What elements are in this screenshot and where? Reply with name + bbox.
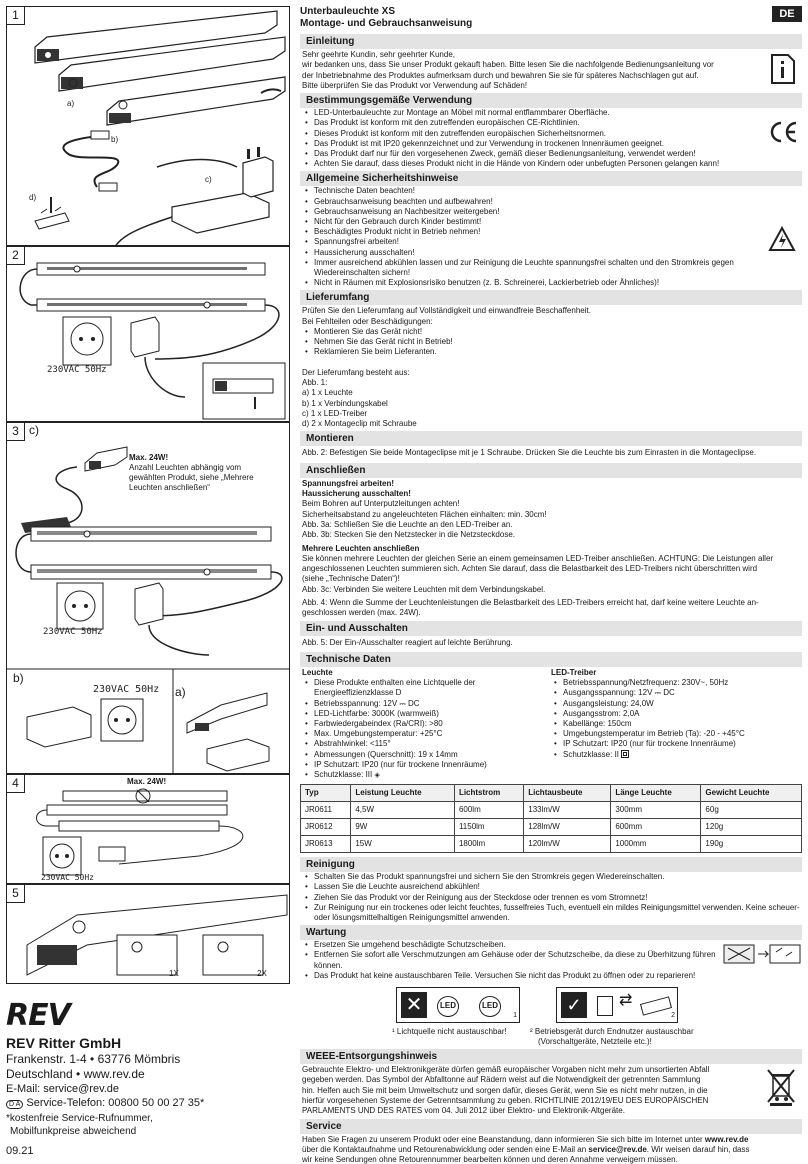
no-replace-icon: ✕	[401, 992, 427, 1018]
text-line: Abb. 3a: Schließen Sie die Leuchte an den LED-Treiber an.	[302, 519, 513, 529]
table-row	[301, 819, 802, 836]
caption-2b: (Vorschaltgeräte, Netzteile etc.)!	[538, 1037, 652, 1047]
text-line: Abb. 4: Wenn die Summe der Leuchtenleistungen die Belastbarkeit des LED-Treibers erreicht hat, darf keine weitere Leuchte an-	[302, 597, 759, 607]
list-item: • Das Produkt ist mit IP20 gekennzeichnet und zur Verwendung in trockenen Innenräumen geeignet.	[302, 139, 802, 149]
tap-twice: 2X	[257, 969, 267, 978]
table-cell: Länge Leuchte	[611, 785, 701, 802]
footnote-2: Mobilfunkpreise abweichend	[10, 1126, 137, 1137]
text-line: gegeben werden. Das Symbol der Abfalltonne auf Rädern weist auf die Notwendigkeit der getrennten Sammlung	[302, 1075, 701, 1085]
email: E-Mail: service@rev.de	[6, 1083, 120, 1095]
list-item: • Zur Reinigung nur ein trockenes oder leicht feuchtes, fusselfreies Tuch, eventuell ein mildes Reinigungsmittel verwenden. Keine scheuer- oder lösungsmittelhaltigen Reinigungsmittel anwenden.	[302, 903, 802, 923]
label-b: b)	[111, 135, 119, 144]
replace-ok-icon: ✓	[561, 992, 587, 1018]
list-item: • Achten Sie darauf, dass dieses Produkt nicht in die Hände von Kindern oder unbefugten Personen gelangen kann!	[302, 159, 802, 169]
figure-5	[6, 884, 290, 984]
list-item: • Diese Produkte enthalten eine Lichtquelle der Energieeffizienzklasse D	[302, 678, 551, 698]
section-einleitung	[300, 49, 802, 91]
text-line: Bitte überprüfen Sie das Produkt vor Verwendung auf Schäden!	[302, 80, 528, 90]
footnote-1: *kostenfreie Service-Rufnummer,	[6, 1113, 153, 1124]
list-item: • Gebrauchsanweisung an Nachbesitzer weitergeben!	[302, 207, 772, 217]
list-item: • Farbwiedergabeindex (Ra/CRI): >80	[302, 719, 551, 729]
max-load-drawing	[7, 775, 290, 884]
figure-1	[6, 6, 290, 246]
list-item: • Lassen Sie die Leuchte ausreichend abkühlen!	[302, 882, 802, 892]
table-cell: 190g	[701, 836, 802, 853]
figure-number: 4	[7, 775, 25, 793]
table-cell: Leistung Leuchte	[351, 785, 455, 802]
list-item: • Haussicherung ausschalten!	[302, 248, 772, 258]
text-line: Haussicherung ausschalten!	[302, 489, 411, 499]
light-source-icon-box	[396, 987, 520, 1023]
ce-mark-icon	[768, 120, 798, 144]
list-item: • Schalten Sie das Produkt spannungsfrei und sichern Sie den Stromkreis gegen Wiedereinschalten.	[302, 872, 802, 882]
section-technik	[300, 667, 802, 781]
figure-number: 1	[7, 7, 25, 25]
address-street: Frankenstr. 1-4 • 63776 Mömbris	[6, 1052, 181, 1066]
protection-class-iii-icon: ◈	[374, 772, 380, 779]
service-line-3: wir keine Sendungen ohne Retourennummer bearbeiten können und deren Annahme verweigern müssen.	[302, 1155, 678, 1164]
table-cell: 128lm/W	[524, 819, 611, 836]
list-item: • Abmessungen (Querschnitt): 19 x 14mm	[302, 750, 551, 760]
list-item: • Betriebsspannung: 12V ⎓ DC	[302, 699, 551, 709]
table-cell: 120g	[701, 819, 802, 836]
driver-icon-box	[556, 987, 678, 1023]
text-line: c) 1 x LED-Treiber	[302, 408, 368, 418]
rev-logo: REV	[6, 998, 70, 1033]
list-item: • Das Produkt darf nur für den vorgesehenen Zweck, gemäß dieser Bedienungsanleitung, verwendet werden!	[302, 149, 802, 159]
table-cell: 9W	[351, 819, 455, 836]
list-item: • Dieses Produkt ist konform mit den zutreffenden europäischen Sicherheitsnormen.	[302, 129, 802, 139]
text-line: hierfür vorgesehenen Systeme der Getrenntsammlung zu geben. RICHTLINIE 2012/19/EU DES EUROPÄISCHEN	[302, 1095, 709, 1105]
text-line: Gebrauchte Elektro- und Elektronikgeräte dürfen gemäß europäischer Vorgaben nicht mehr zum unsortierten Abfall	[302, 1065, 710, 1075]
section-anschliessen-title: Anschließen	[300, 463, 802, 478]
list-item: • Das Produkt hat keine austauschbaren Teile. Versuchen Sie nicht das Produkt zu öffnen oder zu reparieren!	[302, 971, 802, 981]
section-einaus-title: Ein- und Ausschalten	[300, 621, 802, 636]
exchange-icon: ⇄	[619, 992, 633, 1010]
list-item: • Abstrahlwinkel: <115°	[302, 739, 551, 749]
figure-number: 3	[7, 423, 25, 441]
text-line: Bei Fehlteilen oder Beschädigungen:	[302, 316, 433, 326]
class-ii: Schutzklasse: II	[563, 749, 620, 759]
section-lieferumfang	[300, 305, 802, 429]
text-line: Abb. 3b: Stecken Sie den Netzstecker in die Netzsteckdose.	[302, 530, 516, 540]
list-item: • Beschädigtes Produkt nicht in Betrieb nehmen!	[302, 227, 772, 237]
table-cell: 15W	[351, 836, 455, 853]
list-item: • Ausgangsstrom: 2,0A	[551, 709, 800, 719]
section-weee	[300, 1064, 802, 1116]
list-item: • Umgebungstemperatur im Betrieb (Ta): -20 - +45°C	[551, 729, 800, 739]
table-cell: Gewicht Leuchte	[701, 785, 802, 802]
led-icon-2: LED	[479, 996, 501, 1017]
language-badge: DE	[772, 6, 802, 22]
text-line: (siehe „Technische Daten“)!	[302, 574, 400, 584]
footnote-marker-1: 1	[513, 1011, 517, 1019]
section-sicherheit-title: Allgemeine Sicherheitshinweise	[300, 171, 802, 186]
section-wartung	[300, 940, 802, 1047]
table-cell: 1150lm	[454, 819, 523, 836]
list-item: • Gebrauchsanweisung beachten und aufbewahren!	[302, 197, 772, 207]
list-item	[302, 770, 551, 781]
product-title: Unterbauleuchte XS	[300, 6, 396, 17]
table-cell: Lichtstrom	[454, 785, 523, 802]
replaceability-icons	[300, 985, 802, 1047]
leuchte-title: Leuchte	[302, 667, 333, 677]
email-link[interactable]: service@rev.de	[588, 1144, 647, 1154]
table-cell: 300mm	[611, 802, 701, 819]
caption-2a: ² Betriebsgerät durch Endnutzer austauschbar	[530, 1027, 694, 1037]
section-lieferumfang-title: Lieferumfang	[300, 290, 802, 305]
label-c: c)	[205, 175, 212, 184]
figure-3	[6, 422, 290, 774]
list-item: • LED-Unterbauleuchte zur Montage an Möbel mit normal entflammbarer Oberfläche.	[302, 108, 802, 118]
list-item	[551, 750, 800, 760]
version-date: 09.21	[6, 1145, 34, 1157]
text-line: geschlossen werden (max. 24W).	[302, 608, 421, 618]
section-sicherheit	[300, 186, 802, 288]
lamp-count-note: Anzahl Leuchten abhängig vom gewählten Produkt, siehe „Mehrere Leuchten anschließen“	[129, 463, 254, 492]
weee-bin-icon	[766, 1068, 796, 1106]
text-line: Prüfen Sie den Lieferumfang auf Vollständigkeit und einwandfreie Beschaffenheit.	[302, 306, 591, 316]
illustration-column	[6, 6, 290, 1156]
list-item: • Ausgangsspannung: 12V ⎓ DC	[551, 688, 800, 698]
led-icon-1: LED	[437, 996, 459, 1017]
section-bestimmung	[300, 108, 802, 169]
text-line: Mehrere Leuchten anschließen	[302, 543, 420, 553]
label-d: d)	[29, 193, 37, 202]
brand-block	[6, 1000, 290, 1158]
section-montieren: Abb. 2: Befestigen Sie beide Montageclipse mit je 1 Schraube. Drücken Sie die Leuchte bis zum Einrasten in die Montageclipse.	[302, 448, 757, 458]
table-cell: 600mm	[611, 819, 701, 836]
list-item: • Spannungsfrei arbeiten!	[302, 237, 772, 247]
section-technik-title: Technische Daten	[300, 652, 802, 667]
list-item: • IP Schutzart: IP20 (nur für trockene Innenräume)	[551, 739, 800, 749]
service-line-1	[302, 1135, 800, 1145]
protection-class-ii-icon	[621, 750, 629, 758]
text-line: Beim Bohren auf Unterputzleitungen achten!	[302, 499, 460, 509]
table-row	[301, 802, 802, 819]
table-cell: 1800lm	[454, 836, 523, 853]
list-item: • Reklamieren Sie beim Lieferanten.	[302, 347, 800, 357]
header	[300, 6, 802, 32]
list-item: • Nehmen Sie das Gerät nicht in Betrieb!	[302, 337, 800, 347]
phone-text: Service-Telefon: 00800 50 00 27 35*	[26, 1097, 205, 1109]
list-item: • Nicht in Räumen mit Explosionsrisiko benutzen (z. B. Schreinerei, Lackierbetrieb oder Ähnliches)!	[302, 278, 772, 288]
footnote-marker-2: 2	[671, 1011, 675, 1019]
text-line: Abb. 1:	[302, 377, 328, 387]
section-einleitung-title: Einleitung	[300, 34, 802, 49]
list-item: • Nicht für den Gebrauch durch Kinder bestimmt!	[302, 217, 772, 227]
high-voltage-warning-icon	[768, 226, 796, 252]
figure-2	[6, 246, 290, 422]
list-item: • IP Schutzart: IP20 (nur für trockene Innenräume)	[302, 760, 551, 770]
driver-icon	[597, 996, 613, 1016]
manual-text-column	[300, 6, 802, 1164]
text: über die Kontaktaufnahme und Retourenabwicklung oder senden eine E-Mail an	[302, 1144, 589, 1154]
list-item: • Ersetzen Sie umgehend beschädigte Schutzscheiben.	[302, 940, 722, 950]
list-item: • Ausgangsleistung: 24,0W	[551, 699, 800, 709]
text: Haben Sie Fragen zu unserem Produkt oder eine Beanstandung, dann informieren Sie sich bitte im Internet unter	[302, 1134, 705, 1144]
tap-once: 1X	[169, 969, 179, 978]
figure-number: 2	[7, 247, 25, 265]
list-item: • Betriebsspannung/Netzfrequenz: 230V~, 50Hz	[551, 678, 800, 688]
list-item: • LED-Lichtfarbe: 3000K (warmweiß)	[302, 709, 551, 719]
section-reinigung-title: Reinigung	[300, 857, 802, 872]
section-einaus: Abb. 5: Der Ein-/Ausschalter reagiert auf leichte Berührung.	[302, 637, 513, 647]
class-iii: Schutzklasse: III	[314, 770, 373, 779]
address-country: Deutschland • www.rev.de	[6, 1067, 145, 1081]
connection-drawing	[7, 423, 290, 774]
table-header-row	[301, 785, 802, 802]
service-line-2	[302, 1145, 800, 1155]
figure-3b-label: b)	[13, 671, 24, 685]
figure-number: 5	[7, 885, 25, 903]
figure-3c-label: c)	[29, 423, 39, 437]
voltage-label: 230VAC 50Hz	[41, 873, 94, 882]
section-weee-title: WEEE-Entsorgungshinweis	[300, 1049, 802, 1064]
led-strip-icon	[640, 996, 672, 1015]
section-reinigung	[300, 872, 802, 923]
table-cell: 120lm/W	[524, 836, 611, 853]
text-line: wir bedanken uns, dass Sie unser Produkt gekauft haben. Bitte lesen Sie die nachfolgende Bedienungsanleitung vor	[302, 60, 714, 70]
list-item: • Montieren Sie das Gerät nicht!	[302, 327, 800, 337]
text: . Wir weisen darauf hin, dass	[646, 1144, 750, 1154]
table-cell: 600lm	[454, 802, 523, 819]
section-bestimmung-title: Bestimmungsgemäße Verwendung	[300, 93, 802, 108]
table-cell: JR0612	[301, 819, 351, 836]
switch-drawing	[7, 885, 290, 984]
text-line: Sie können mehrere Leuchten der gleichen Serie an einem gemeinsamen LED-Treiber anschließen. ACHTUNG: Die Leistungen aller	[302, 553, 774, 563]
text-line: d) 2 x Montageclip mit Schraube	[302, 419, 417, 429]
section-wartung-title: Wartung	[300, 925, 802, 940]
text-line: Abb. 3c: Verbinden Sie weitere Leuchten mit dem Verbindungskabel.	[302, 584, 546, 594]
text-line: Der Lieferumfang besteht aus:	[302, 367, 410, 377]
text-line: der Inbetriebnahme des Produktes aufmerksam durch und bewahren Sie sie für späteres Nachschlagen gut auf.	[302, 70, 699, 80]
delivery-scope-drawing	[7, 7, 290, 246]
section-service-title: Service	[300, 1119, 802, 1134]
text-line: a) 1 x Leuchte	[302, 388, 353, 398]
voltage-label-b: 230VAC 50Hz	[93, 684, 160, 695]
text-line: Sehr geehrte Kundin, sehr geehrter Kunde,	[302, 50, 455, 59]
service-phone	[6, 1096, 290, 1112]
table-cell: 133lm/W	[524, 802, 611, 819]
text-line: hin. Helfen auch Sie mit beim Umweltschutz und sorgen dafür, dieses Gerät, wenn Sie es nicht mehr nutzen, in die	[302, 1085, 708, 1095]
list-item: • Entfernen Sie sofort alle Verschmutzungen am Gehäuse oder der Schutzscheibe, da diese zu Überhitzung führen können.	[302, 950, 722, 970]
list-item: • Max. Umgebungstemperatur: +25°C	[302, 729, 551, 739]
figure-4	[6, 774, 290, 884]
country-codes: D A	[6, 1100, 23, 1109]
mounting-drawing	[7, 247, 290, 422]
table-cell: 60g	[701, 802, 802, 819]
text-line: b) 1 x Verbindungskabel	[302, 398, 388, 408]
table-cell: 1000mm	[611, 836, 701, 853]
section-montieren-title: Montieren	[300, 431, 802, 446]
section-anschliessen	[300, 478, 802, 619]
read-manual-icon	[770, 53, 796, 85]
treiber-title: LED-Treiber	[551, 667, 597, 677]
caption-2	[530, 1027, 694, 1047]
list-item: • Das Produkt ist konform mit den zutreffenden europäischen CE-Richtlinien.	[302, 118, 802, 128]
company-name: REV Ritter GmbH	[6, 1035, 122, 1051]
section-service	[300, 1134, 802, 1164]
label-a: a)	[67, 99, 75, 108]
caption-1: ¹ Lichtquelle nicht austauschbar!	[392, 1027, 507, 1037]
product-table	[300, 784, 802, 853]
voltage-label: 230VAC 50Hz	[43, 627, 103, 637]
table-row	[301, 836, 802, 853]
text-line: angeschlossenen Leuchten summieren sich. Achten Sie darauf, dass die Belastbarkeit des LED-Treibers nicht überschritten wird	[302, 564, 758, 574]
voltage-label: 230VAC 50Hz	[47, 365, 107, 375]
max-watt: Max. 24W!	[127, 777, 167, 786]
protective-glass-icons	[722, 942, 802, 966]
table-cell: 4,5W	[351, 802, 455, 819]
list-item: • Kabellänge: 150cm	[551, 719, 800, 729]
list-item: • Technische Daten beachten!	[302, 186, 772, 196]
figure-3a-label: a)	[175, 685, 186, 699]
table-cell: JR0611	[301, 802, 351, 819]
document-title: Montage- und Gebrauchsanweisung	[300, 18, 473, 29]
text-line: Spannungsfrei arbeiten!	[302, 478, 395, 488]
text-line: PARLAMENTS UND DES RATES vom 04. Juli 2012 über Elektro- und Elektronik-Altgeräte.	[302, 1106, 625, 1116]
list-item: • Ziehen Sie das Produkt vor der Reinigung aus der Steckdose oder trennen es vom Stromnetz!	[302, 893, 802, 903]
text-line: Sicherheitsabstand zu angeleuchteten Flächen einhalten: min. 30cm!	[302, 509, 547, 519]
website-link[interactable]: www.rev.de	[704, 1134, 749, 1144]
table-cell: Lichtausbeute	[524, 785, 611, 802]
table-cell: Typ	[301, 785, 351, 802]
list-item: • Immer ausreichend abkühlen lassen und zur Reinigung die Leuchte spannungsfrei schalten und den Stromkreis gegen Wiedereinschalten sichern!	[302, 258, 772, 278]
table-cell: JR0613	[301, 836, 351, 853]
max-watt: Max. 24W!	[129, 453, 169, 462]
